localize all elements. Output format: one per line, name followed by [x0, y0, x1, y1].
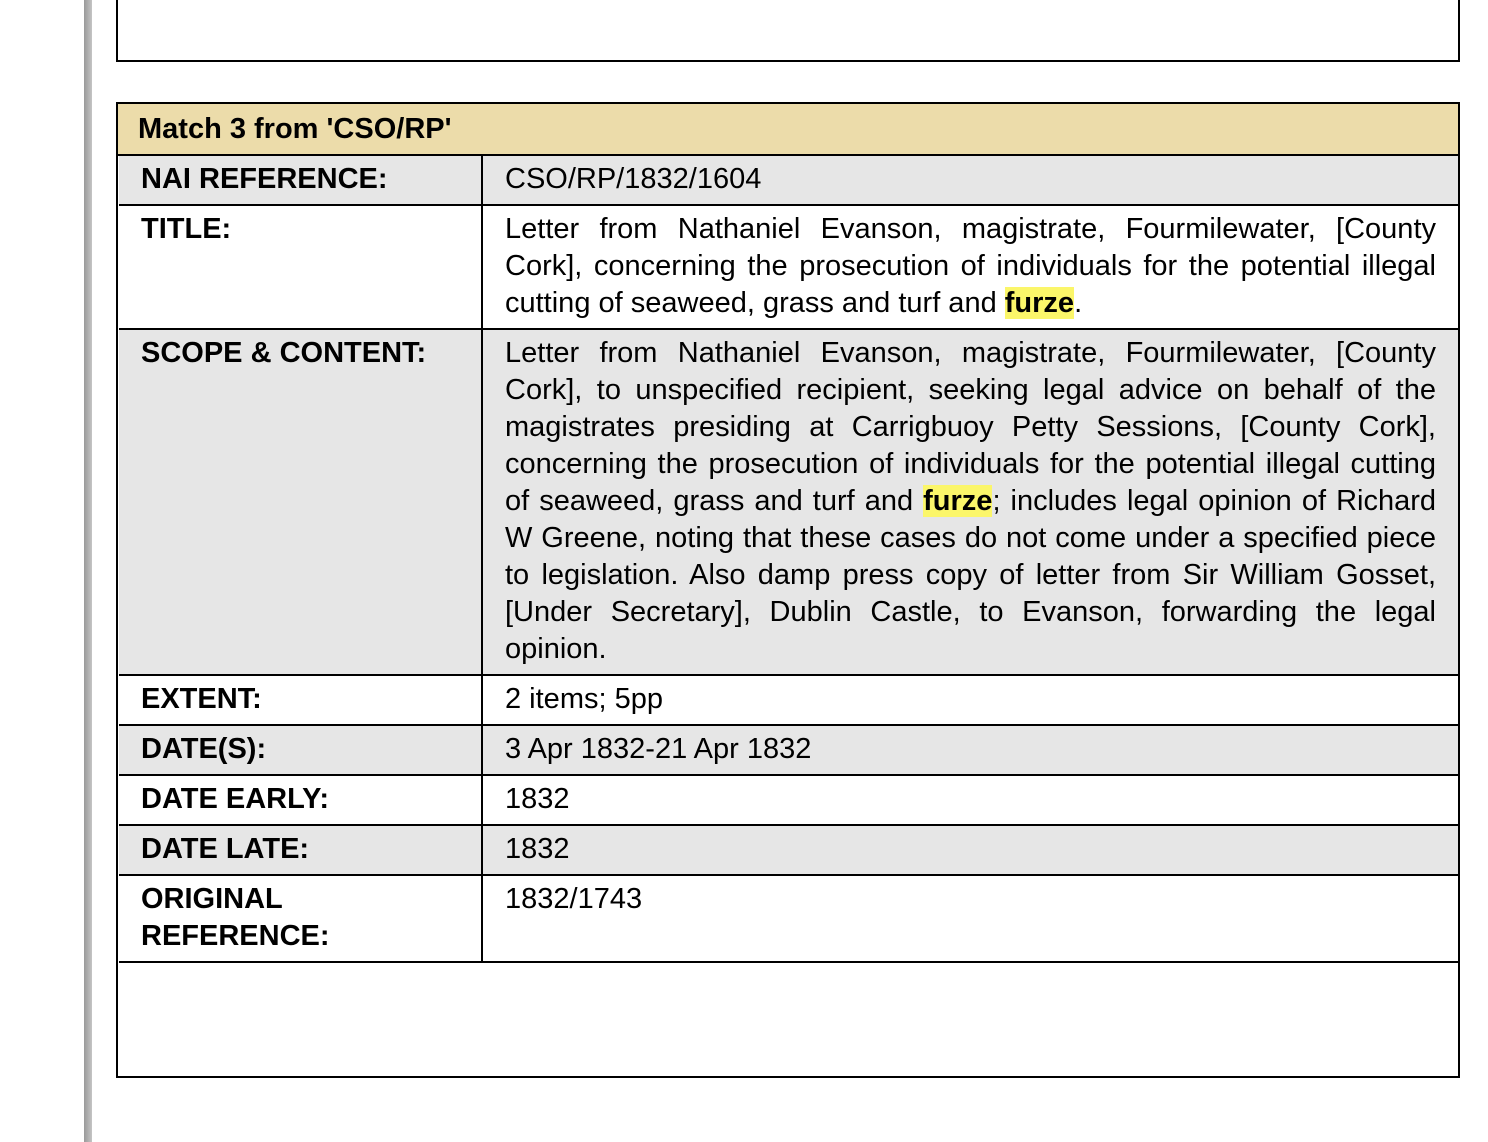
row-scope-content	[119, 329, 1458, 675]
nai-reference-value: CSO/RP/1832/1604	[482, 156, 1458, 205]
date-late-label: DATE LATE:	[119, 825, 482, 875]
search-term-highlight: furze	[1004, 287, 1075, 319]
date-late-value: 1832	[482, 825, 1458, 875]
date-early-value: 1832	[482, 775, 1458, 825]
extent-value: 2 items; 5pp	[482, 675, 1458, 725]
extent-label: EXTENT:	[119, 675, 482, 725]
scope-content-value	[482, 329, 1458, 675]
scope-content-label: SCOPE & CONTENT:	[119, 329, 482, 675]
row-date-late	[119, 825, 1458, 875]
row-title	[119, 205, 1458, 329]
title-value	[482, 205, 1458, 329]
match-record-box	[116, 102, 1460, 1078]
row-date-early	[119, 775, 1458, 825]
scope-text-end: ; includes legal opinion of Richard W Greene, noting that these cases do not come under a specified piece to legislation. Also damp press copy of letter from Sir William Gosset, [Under Secretary], Dublin Castle, to Evanson, forwarding the legal opinion.	[505, 485, 1436, 665]
date-early-label: DATE EARLY:	[119, 775, 482, 825]
dates-value: 3 Apr 1832-21 Apr 1832	[482, 725, 1458, 775]
dates-label: DATE(S):	[119, 725, 482, 775]
match-header: Match 3 from 'CSO/RP'	[118, 104, 1458, 156]
row-dates	[119, 725, 1458, 775]
nai-reference-label: NAI REFERENCE:	[119, 156, 482, 205]
original-reference-label: ORIGINAL REFERENCE:	[119, 875, 482, 962]
row-extent	[119, 675, 1458, 725]
search-term-highlight: furze	[923, 485, 993, 517]
original-reference-value: 1832/1743	[482, 875, 1458, 962]
scope-text: Letter from Nathaniel Evanson, magistrate, Fourmilewater, [County Cork], to unspecified recipient, seeking legal advice on behalf of the magistrates presiding at Carrigbuoy Petty Sessions, [County Cork], concerning the prosecution of individuals for the potential illegal cutting of seaweed, grass and turf and	[505, 337, 1436, 517]
scrollbar-edge	[84, 0, 92, 1142]
row-original-reference	[119, 875, 1458, 962]
title-label: TITLE:	[119, 205, 482, 329]
record-table	[119, 156, 1458, 963]
title-text: Letter from Nathaniel Evanson, magistrate, Fourmilewater, [County Cork], concerning the prosecution of individuals for the potential illegal cutting of seaweed, grass and turf and	[505, 213, 1436, 319]
title-text-end: .	[1074, 287, 1083, 319]
row-nai-reference	[119, 156, 1458, 205]
previous-match-box	[116, 0, 1460, 62]
